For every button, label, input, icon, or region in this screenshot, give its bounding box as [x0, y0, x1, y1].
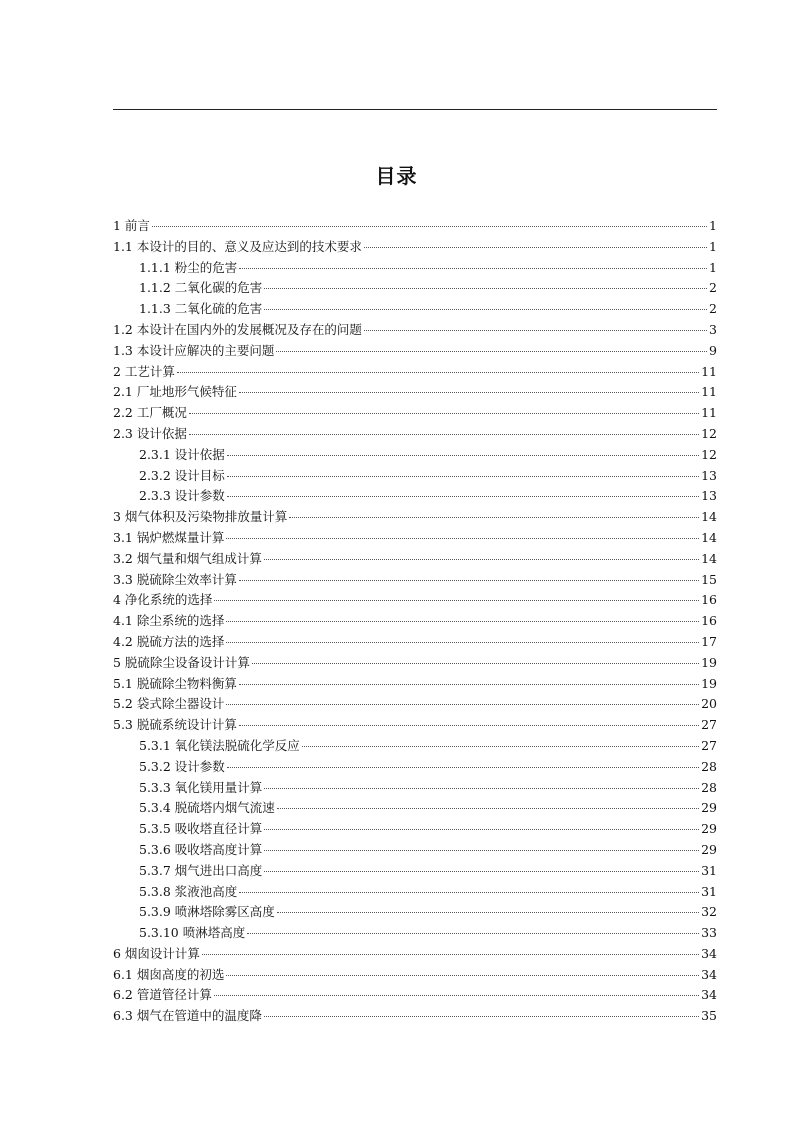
toc-entry-label: 5.3 脱硫系统设计计算 [113, 717, 237, 733]
header-rule [113, 109, 717, 110]
toc-entry-label: 6 烟囱设计计算 [113, 945, 200, 961]
toc-entry-page: 32 [701, 904, 717, 920]
toc-entry[interactable] [113, 466, 717, 487]
toc-entry-page: 34 [701, 987, 717, 1003]
toc-entry[interactable] [113, 819, 717, 840]
toc-entry-page: 1 [709, 259, 717, 275]
toc-entry[interactable] [113, 528, 717, 549]
toc-entry-label: 1.2 本设计在国内外的发展概况及存在的问题 [113, 321, 362, 337]
toc-entry-page: 14 [701, 529, 717, 545]
toc-entry[interactable] [113, 715, 717, 736]
toc-entry[interactable] [113, 424, 717, 445]
toc-entry-page: 31 [701, 862, 717, 878]
toc-entry[interactable] [113, 798, 717, 819]
toc-dot-leader [189, 413, 699, 414]
toc-dot-leader [239, 580, 699, 581]
toc-dot-leader [226, 975, 699, 976]
toc-dot-leader [189, 434, 699, 435]
toc-entry-label: 5.3.7 烟气进出口高度 [139, 862, 263, 878]
toc-entry-page: 28 [701, 758, 717, 774]
toc-entry-page: 19 [701, 654, 717, 670]
toc-entry[interactable] [113, 778, 717, 799]
toc-entry-page: 2 [709, 301, 717, 317]
toc-dot-leader [264, 788, 699, 789]
toc-entry-page: 1 [709, 218, 717, 233]
toc-dot-leader [227, 496, 699, 497]
toc-entry-label: 6.1 烟囱高度的初选 [113, 966, 225, 982]
toc-entry-label: 2.2 工厂概况 [113, 405, 187, 421]
toc-entry-page: 16 [701, 592, 717, 608]
toc-dot-leader [264, 850, 699, 851]
toc-dot-leader [302, 746, 699, 747]
toc-dot-leader [239, 684, 699, 685]
toc-entry-page: 2 [709, 280, 717, 296]
toc-entry[interactable] [113, 632, 717, 653]
toc-entry[interactable] [113, 694, 717, 715]
toc-entry-label: 3.1 锅炉燃煤量计算 [113, 529, 225, 545]
toc-entry[interactable] [113, 923, 717, 944]
toc-entry-label: 5.3.3 氧化镁用量计算 [139, 779, 263, 795]
toc-entry[interactable] [113, 570, 717, 591]
toc-entry[interactable] [113, 320, 717, 341]
toc-dot-leader [226, 538, 699, 539]
toc-entry[interactable] [113, 403, 717, 424]
toc-dot-leader [226, 621, 699, 622]
toc-dot-leader [247, 933, 699, 934]
toc-entry[interactable] [113, 736, 717, 757]
toc-dot-leader [214, 600, 699, 601]
toc-entry-label: 5 脱硫除尘设备设计计算 [113, 654, 250, 670]
toc-entry-page: 29 [701, 841, 717, 857]
toc-entry-page: 9 [709, 342, 717, 358]
toc-entry-label: 5.2 袋式除尘器设计 [113, 696, 225, 712]
toc-entry[interactable] [113, 861, 717, 882]
toc-entry-label: 1.1 本设计的目的、意义及应达到的技术要求 [113, 238, 362, 254]
toc-entry-page: 33 [701, 925, 717, 941]
toc-entry-label: 2.3.3 设计参数 [139, 488, 225, 504]
toc-dot-leader [239, 392, 699, 393]
toc-dot-leader [276, 351, 707, 352]
toc-entry-label: 3.2 烟气量和烟气组成计算 [113, 550, 262, 566]
toc-entry-label: 4.2 脱硫方法的选择 [113, 633, 225, 649]
toc-entry-label: 5.3.6 吸收塔高度计算 [139, 841, 263, 857]
toc-entry[interactable] [113, 216, 717, 237]
toc-entry-label: 6.3 烟气在管道中的温度降 [113, 1008, 262, 1024]
toc-entry-page: 3 [709, 321, 717, 337]
toc-entry[interactable] [113, 840, 717, 861]
toc-entry-label: 1.3 本设计应解决的主要问题 [113, 342, 275, 358]
toc-entry-label: 2.3.2 设计目标 [139, 467, 225, 483]
toc-dot-leader [264, 288, 707, 289]
toc-dot-leader [202, 954, 699, 955]
toc-entry-label: 5.3.10 喷淋塔高度 [139, 925, 246, 941]
toc-entry-label: 4.1 除尘系统的选择 [113, 613, 225, 629]
toc-entry[interactable] [113, 757, 717, 778]
toc-dot-leader [252, 663, 699, 664]
toc-entry[interactable] [113, 985, 717, 1006]
toc-dot-leader [264, 1016, 699, 1017]
toc-entry-page: 34 [701, 945, 717, 961]
toc-entry-page: 31 [701, 883, 717, 899]
toc-entry-label: 1.1.1 粉尘的危害 [139, 259, 238, 275]
toc-entry[interactable] [113, 299, 717, 320]
toc-entry-page: 29 [701, 800, 717, 816]
toc-entry[interactable] [113, 590, 717, 611]
toc-entry-page: 16 [701, 613, 717, 629]
toc-entry-page: 28 [701, 779, 717, 795]
toc-entry[interactable] [113, 278, 717, 299]
toc-entry-page: 12 [701, 425, 717, 441]
toc-dot-leader [152, 226, 707, 227]
toc-entry[interactable] [113, 362, 717, 383]
toc-entry-page: 13 [701, 488, 717, 504]
toc-entry[interactable] [113, 882, 717, 903]
toc-dot-leader [364, 330, 707, 331]
toc-dot-leader [239, 725, 699, 726]
toc-entry[interactable] [113, 653, 717, 674]
toc-dot-leader [277, 808, 699, 809]
toc-entry-page: 13 [701, 467, 717, 483]
toc-entry-page: 11 [701, 363, 717, 379]
toc-dot-leader [264, 309, 707, 310]
toc-entry[interactable] [113, 382, 717, 403]
toc-entry-label: 2.3.1 设计依据 [139, 446, 225, 462]
toc-entry-label: 4 净化系统的选择 [113, 592, 213, 608]
toc-entry-label: 3.3 脱硫除尘效率计算 [113, 571, 237, 587]
toc-entry-page: 17 [701, 633, 717, 649]
toc-entry[interactable] [113, 549, 717, 570]
toc-entry[interactable] [113, 341, 717, 362]
toc-entry-label: 5.3.1 氧化镁法脱硫化学反应 [139, 737, 300, 753]
page-title: 目录 [375, 164, 418, 188]
toc-entry-page: 12 [701, 446, 717, 462]
toc-entry[interactable] [113, 507, 717, 528]
toc-entry-page: 11 [701, 405, 717, 421]
toc-entry[interactable] [113, 902, 717, 923]
toc-entry-page: 27 [701, 717, 717, 733]
toc-entry-label: 5.3.2 设计参数 [139, 758, 225, 774]
toc-entry-label: 5.1 脱硫除尘物料衡算 [113, 675, 237, 691]
toc-entry[interactable] [113, 944, 717, 965]
toc-entry[interactable] [113, 237, 717, 258]
toc-entry-label: 2.1 厂址地形气候特征 [113, 384, 237, 400]
toc-entry-page: 14 [701, 509, 717, 525]
toc-dot-leader [264, 871, 699, 872]
toc-entry-label: 1 前言 [113, 218, 150, 233]
toc-dot-leader [277, 912, 699, 913]
toc-entry-page: 19 [701, 675, 717, 691]
toc-entry-page: 1 [709, 238, 717, 254]
toc-entry[interactable] [113, 965, 717, 986]
toc-entry[interactable] [113, 445, 717, 466]
toc-entry-page: 15 [701, 571, 717, 587]
toc-entry-label: 5.3.5 吸收塔直径计算 [139, 821, 263, 837]
toc-entry[interactable] [113, 258, 717, 279]
toc-dot-leader [177, 372, 699, 373]
toc-entry-label: 1.1.2 二氧化碳的危害 [139, 280, 263, 296]
toc-entry-page: 34 [701, 966, 717, 982]
toc-dot-leader [239, 268, 707, 269]
toc-entry-page: 14 [701, 550, 717, 566]
toc-dot-leader [264, 829, 699, 830]
toc-entry[interactable] [113, 674, 717, 695]
toc-entry-page: 27 [701, 737, 717, 753]
toc-entry-label: 2.3 设计依据 [113, 425, 187, 441]
toc-dot-leader [264, 559, 699, 560]
toc-entry-page: 11 [701, 384, 717, 400]
toc-dot-leader [239, 892, 699, 893]
toc-entry[interactable] [113, 611, 717, 632]
toc-entry-label: 1.1.3 二氧化硫的危害 [139, 301, 263, 317]
toc-entry-label: 6.2 管道管径计算 [113, 987, 212, 1003]
toc-entry-page: 29 [701, 821, 717, 837]
toc-entry-label: 5.3.4 脱硫塔内烟气流速 [139, 800, 275, 816]
toc-dot-leader [226, 704, 699, 705]
toc-entry-page: 20 [701, 696, 717, 712]
toc-entry-page: 35 [701, 1008, 717, 1024]
toc-dot-leader [226, 642, 699, 643]
toc-entry[interactable] [113, 486, 717, 507]
toc-entry[interactable] [113, 1006, 717, 1027]
toc-entry-label: 2 工艺计算 [113, 363, 175, 379]
toc-dot-leader [227, 767, 699, 768]
toc-dot-leader [364, 247, 707, 248]
toc-entry-label: 5.3.8 浆液池高度 [139, 883, 238, 899]
toc-entry-label: 5.3.9 喷淋塔除雾区高度 [139, 904, 275, 920]
toc-dot-leader [289, 517, 699, 518]
toc-dot-leader [227, 476, 699, 477]
table-of-contents [113, 216, 717, 1027]
toc-dot-leader [227, 455, 699, 456]
toc-dot-leader [214, 995, 699, 996]
toc-entry-label: 3 烟气体积及污染物排放量计算 [113, 509, 288, 525]
